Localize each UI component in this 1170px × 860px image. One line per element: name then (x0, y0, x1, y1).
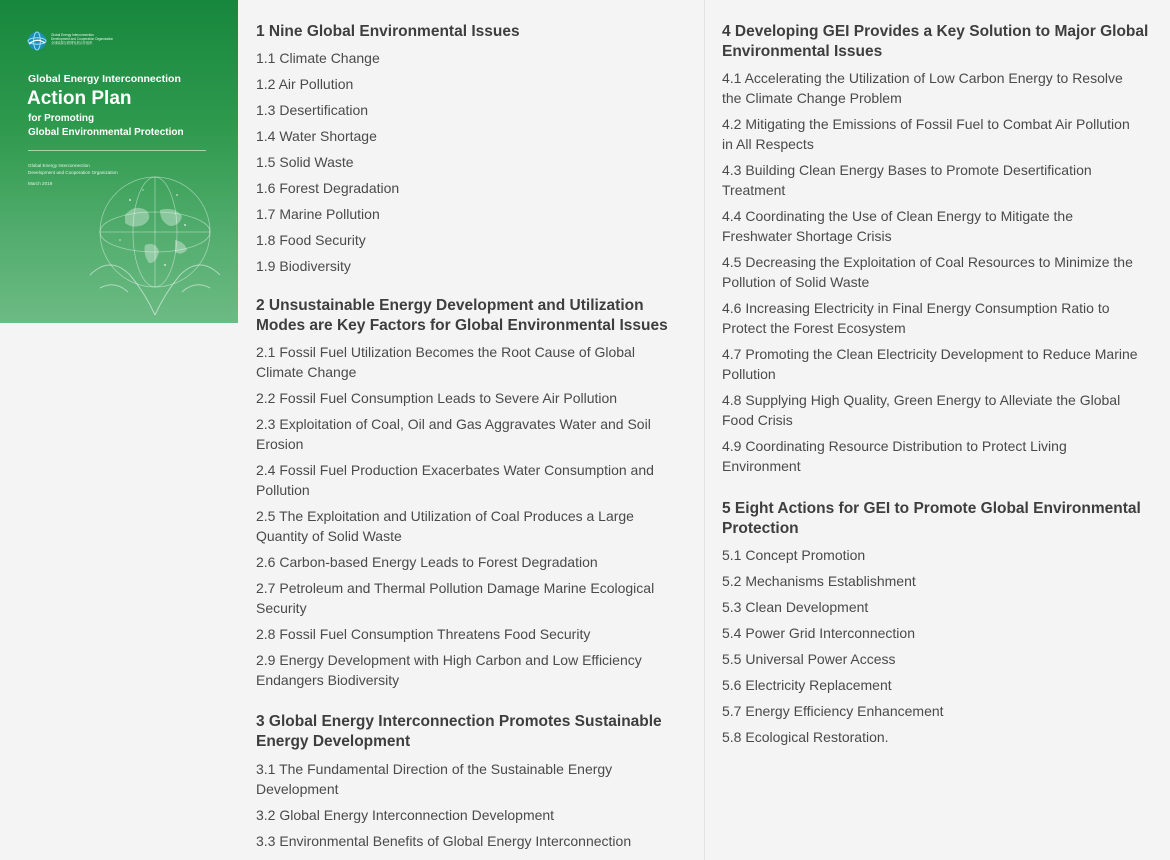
cover-title: Action Plan (27, 88, 132, 109)
toc-item[interactable] (256, 414, 651, 454)
toc-item[interactable] (256, 578, 654, 618)
report-cover (0, 0, 238, 323)
toc-item-line-2: Erosion (256, 436, 304, 452)
heading-line-1: 5 Eight Actions for GEI to Promote Global Environmental (722, 500, 1141, 517)
toc-section-3-heading[interactable] (256, 712, 662, 752)
toc-item-line-1: 2.9 Energy Development with High Carbon and Low Efficiency (256, 652, 642, 668)
cover-subtitle: Global Energy Interconnection (28, 73, 181, 85)
toc-item-line-1: 4.7 Promoting the Clean Electricity Development to Reduce Marine (722, 346, 1138, 362)
toc-item[interactable] (722, 160, 1092, 200)
cover-tagline-2: Global Environmental Protection (28, 127, 184, 138)
toc-item[interactable] (722, 206, 1073, 246)
toc-item-line-2: Endangers Biodiversity (256, 672, 400, 688)
toc-item[interactable] (256, 624, 590, 644)
toc-item[interactable] (256, 342, 635, 382)
toc-item[interactable]: 5.5 Universal Power Access (722, 651, 896, 667)
cover-date: March 2019 (28, 181, 53, 186)
toc-item[interactable]: 1.4 Water Shortage (256, 128, 377, 144)
cover-tagline-1: for Promoting (28, 113, 95, 124)
toc-item[interactable]: 1.6 Forest Degradation (256, 180, 400, 196)
cover-divider (28, 150, 206, 151)
toc-item[interactable] (256, 552, 598, 572)
toc-item[interactable] (722, 436, 1067, 476)
toc-item-line-1: 4.9 Coordinating Resource Distribution to Protect Living (722, 438, 1067, 454)
toc-item-line-2: Treatment (722, 182, 786, 198)
toc-section-1-heading[interactable]: 1 Nine Global Environmental Issues (256, 23, 520, 40)
toc-section-5-heading[interactable] (722, 499, 1141, 539)
toc-item-line-1: 2.5 The Exploitation and Utilization of Coal Produces a Large (256, 508, 634, 524)
toc-item-line-1: 4.5 Decreasing the Exploitation of Coal Resources to Minimize the (722, 254, 1133, 270)
column-divider (704, 0, 705, 860)
gei-logo-icon (27, 31, 47, 51)
toc-item[interactable] (722, 68, 1123, 108)
cover-org-line-1: Global Energy Interconnection (28, 163, 90, 168)
toc-item-line-2: Food Crisis (722, 412, 793, 428)
heading-line-2: Protection (722, 520, 799, 537)
toc-item[interactable]: 1.1 Climate Change (256, 50, 380, 66)
heading-line-2: Modes are Key Factors for Global Environmental Issues (256, 317, 668, 334)
toc-item-line-1: 3.1 The Fundamental Direction of the Sustainable Energy (256, 761, 613, 777)
toc-item-line-1: 2.2 Fossil Fuel Consumption Leads to Severe Air Pollution (256, 390, 618, 406)
toc-item-line-2: the Climate Change Problem (722, 90, 902, 106)
toc-item[interactable]: 1.5 Solid Waste (256, 154, 354, 170)
toc-item-line-2: Protect the Forest Ecosystem (722, 320, 906, 336)
toc-item-line-2: Pollution of Solid Waste (722, 274, 870, 290)
toc-item[interactable] (256, 460, 654, 500)
toc-item[interactable]: 1.9 Biodiversity (256, 258, 351, 274)
toc-item[interactable]: 1.2 Air Pollution (256, 76, 354, 92)
toc-item-line-1: 2.7 Petroleum and Thermal Pollution Damage Marine Ecological (256, 580, 655, 596)
toc-item[interactable]: 1.7 Marine Pollution (256, 206, 380, 222)
heading-line-1: 3 Global Energy Interconnection Promotes Sustainable (256, 713, 662, 730)
toc-item-line-1: 4.8 Supplying High Quality, Green Energy to Alleviate the Global (722, 392, 1121, 408)
toc-item[interactable]: 1.3 Desertification (256, 102, 369, 118)
toc-item[interactable] (722, 298, 1110, 338)
toc-item[interactable]: 5.7 Energy Efficiency Enhancement (722, 703, 944, 719)
toc-item-line-1: 4.2 Mitigating the Emissions of Fossil Fuel to Combat Air Pollution (722, 116, 1130, 132)
toc-item[interactable] (722, 344, 1138, 384)
toc-item[interactable] (722, 252, 1133, 292)
toc-item-line-1: 4.1 Accelerating the Utilization of Low Carbon Energy to Resolve (722, 70, 1123, 86)
globe-in-hands-illustration (85, 170, 225, 323)
cover-org-line-2: Development and Cooperation Organization (28, 170, 118, 175)
toc-item[interactable] (722, 390, 1120, 430)
toc-item-line-2: Pollution (256, 482, 310, 498)
toc-item[interactable]: 5.8 Ecological Restoration. (722, 729, 889, 745)
toc-section-4-heading[interactable] (722, 22, 1148, 62)
toc-item-line-1: 4.6 Increasing Electricity in Final Energy Consumption Ratio to (722, 300, 1110, 316)
toc-item-line-2: Climate Change (256, 364, 357, 380)
toc-item[interactable] (256, 650, 642, 690)
heading-line-1: 2 Unsustainable Energy Development and Utilization (256, 297, 644, 314)
heading-line-2: Energy Development (256, 733, 411, 750)
toc-item-line-1: 2.6 Carbon-based Energy Leads to Forest Degradation (256, 554, 598, 570)
toc-item[interactable] (256, 506, 634, 546)
toc-item[interactable]: 5.3 Clean Development (722, 599, 869, 615)
toc-item-line-2: Freshwater Shortage Crisis (722, 228, 892, 244)
toc-item[interactable] (722, 114, 1130, 154)
toc-item-line-1: 2.8 Fossil Fuel Consumption Threatens Food Security (256, 626, 591, 642)
toc-item[interactable]: 5.1 Concept Promotion (722, 547, 866, 563)
toc-item-line-1: 4.4 Coordinating the Use of Clean Energy to Mitigate the (722, 208, 1073, 224)
toc-item-line-1: 3.3 Environmental Benefits of Global Energy Interconnection (256, 833, 632, 849)
heading-line-1: 4 Developing GEI Provides a Key Solution to Major Global (722, 23, 1149, 40)
toc-item-line-1: 2.1 Fossil Fuel Utilization Becomes the Root Cause of Global (256, 344, 635, 360)
toc-item-line-2: Security (256, 600, 307, 616)
toc-item[interactable]: 5.6 Electricity Replacement (722, 677, 892, 693)
toc-item-line-1: 4.3 Building Clean Energy Bases to Promote Desertification (722, 162, 1092, 178)
toc-item-line-2: Pollution (722, 366, 776, 382)
toc-item-line-1: 2.3 Exploitation of Coal, Oil and Gas Aggravates Water and Soil (256, 416, 651, 432)
toc-item[interactable]: 1.8 Food Security (256, 232, 366, 248)
toc-item[interactable] (256, 831, 631, 851)
toc-item[interactable]: 5.4 Power Grid Interconnection (722, 625, 915, 641)
toc-item[interactable] (256, 759, 612, 799)
toc-item-line-1: 2.4 Fossil Fuel Production Exacerbates Water Consumption and (256, 462, 654, 478)
heading-line-2: Environmental Issues (722, 43, 883, 60)
toc-item[interactable] (256, 388, 617, 408)
toc-item-line-1: 3.2 Global Energy Interconnection Development (256, 807, 555, 823)
toc-item-line-2: in All Respects (722, 136, 814, 152)
toc-item-line-2: Development (256, 781, 339, 797)
toc-item-line-2: Environment (722, 458, 801, 474)
toc-item[interactable]: 5.2 Mechanisms Establishment (722, 573, 916, 589)
toc-item-line-2: Quantity of Solid Waste (256, 528, 402, 544)
cover-org-small-text: Global Energy Interconnection Development and Cooperation Organization 全球能源互联网发展合作组织 (51, 33, 114, 46)
toc-section-2-heading[interactable] (256, 296, 668, 336)
toc-item[interactable] (256, 805, 554, 825)
